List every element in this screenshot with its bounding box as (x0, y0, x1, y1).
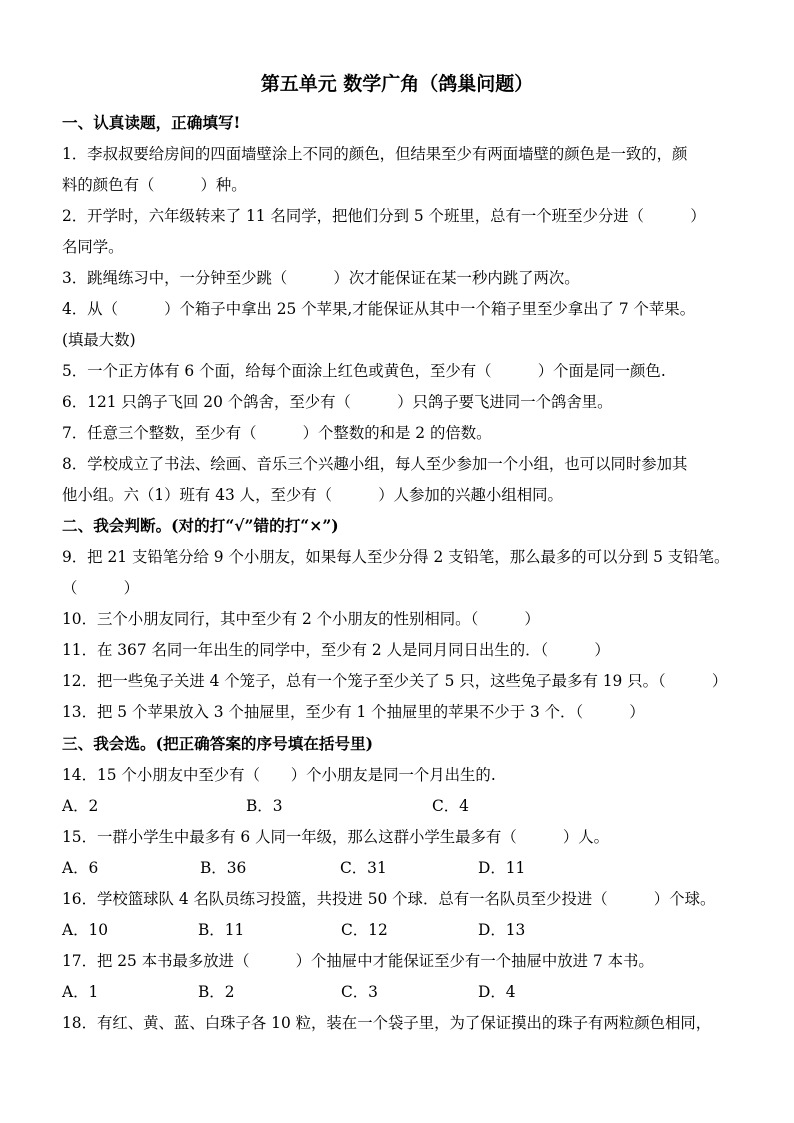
question-11: 11．在 367 名同一年出生的同学中，至少有 2 人是同月同日出生的．（ ） (62, 641, 610, 659)
question-17-option-b: B．2 (198, 983, 235, 1001)
question-1-line-2: 料的颜色有（ ）种。 (62, 176, 247, 194)
question-16: 16．学校篮球队 4 名队员练习投篮，共投进 50 个球．总有一名队员至少投进（ ）个球。 (62, 890, 716, 908)
section-heading-multiple-choice: 三、我会选。(把正确答案的序号填在括号里) (62, 734, 374, 753)
question-12: 12．把一些兔子关进 4 个笼子，总有一个笼子至少关了 5 只，这些兔子最多有 19 只。（ ） (62, 672, 728, 690)
question-3: 3．跳绳练习中，一分钟至少跳（ ）次才能保证在某一秒内跳了两次。 (62, 269, 580, 287)
question-1-line-1: 1．李叔叔要给房间的四面墙壁涂上不同的颜色，但结果至少有两面墙壁的颜色是一致的，颜 (62, 145, 688, 163)
question-16-option-a: A．10 (62, 921, 109, 939)
question-16-option-b: B．11 (198, 921, 245, 939)
question-10: 10．三个小朋友同行，其中至少有 2 个小朋友的性别相同。（ ） (62, 610, 540, 628)
question-16-option-c: C．12 (341, 921, 388, 939)
question-14-option-a: A．2 (62, 797, 99, 815)
question-15: 15．一群小学生中最多有 6 人同一年级，那么这群小学生最多有（ ）人。 (62, 828, 610, 846)
question-2-line-1: 2．开学时，六年级转来了 11 名同学，把他们分到 5 个班里，总有一个班至少分进（ ） (62, 207, 706, 225)
question-8-line-2: 他小组。六（1）班有 43 人，至少有（ ）人参加的兴趣小组相同。 (62, 486, 563, 504)
question-15-option-b: B．36 (200, 859, 247, 877)
question-17-option-c: C．3 (341, 983, 378, 1001)
question-18-line-1: 18．有红、黄、蓝、白珠子各 10 粒，装在一个袋子里，为了保证摸出的珠子有两粒颜色相同， (62, 1014, 712, 1032)
question-17-option-d: D．4 (478, 983, 516, 1001)
question-9-line-2: （ ） (62, 579, 139, 597)
question-8-line-1: 8．学校成立了书法、绘画、音乐三个兴趣小组，每人至少参加一个小组，也可以同时参加其 (62, 455, 688, 473)
question-17: 17．把 25 本书最多放进（ ）个抽屉中才能保证至少有一个抽屉中放进 7 本书。 (62, 952, 654, 970)
question-14: 14．15 个小朋友中至少有（ ）个小朋友是同一个月出生的. (62, 766, 496, 784)
section-heading-fill-in: 一、认真读题，正确填写! (62, 113, 241, 132)
page-title: 第五单元 数学广角（鸽巢问题） (260, 73, 534, 95)
question-16-option-d: D．13 (478, 921, 526, 939)
question-4-line-1: 4．从（ ）个箱子中拿出 25 个苹果,才能保证从其中一个箱子里至少拿出了 7 个苹果。 (62, 300, 696, 318)
question-13: 13．把 5 个苹果放入 3 个抽屉里，至少有 1 个抽屉里的苹果不少于 3 个．（ ） (62, 703, 645, 721)
section-heading-true-false: 二、我会判断。(对的打“√”错的打“×”) (62, 516, 339, 535)
question-15-option-a: A．6 (62, 859, 99, 877)
question-7: 7．任意三个整数，至少有（ ）个整数的和是 2 的倍数。 (62, 424, 492, 442)
question-15-option-c: C．31 (340, 859, 387, 877)
question-4-line-2: (填最大数) (62, 331, 136, 349)
question-15-option-d: D．11 (478, 859, 526, 877)
question-14-option-b: B．3 (246, 797, 283, 815)
question-9-line-1: 9．把 21 支铅笔分给 9 个小朋友，如果每人至少分得 2 支铅笔，那么最多的可以分到 5 支铅笔。 (62, 548, 730, 566)
question-17-option-a: A．1 (62, 983, 99, 1001)
question-14-option-c: C．4 (432, 797, 469, 815)
question-5: 5．一个正方体有 6 个面，给每个面涂上红色或黄色，至少有（ ）个面是同一颜色. (62, 362, 666, 380)
question-2-line-2: 名同学。 (62, 238, 124, 256)
question-6: 6．121 只鸽子飞回 20 个鸽舍，至少有（ ）只鸽子要飞进同一个鸽舍里。 (62, 393, 613, 411)
